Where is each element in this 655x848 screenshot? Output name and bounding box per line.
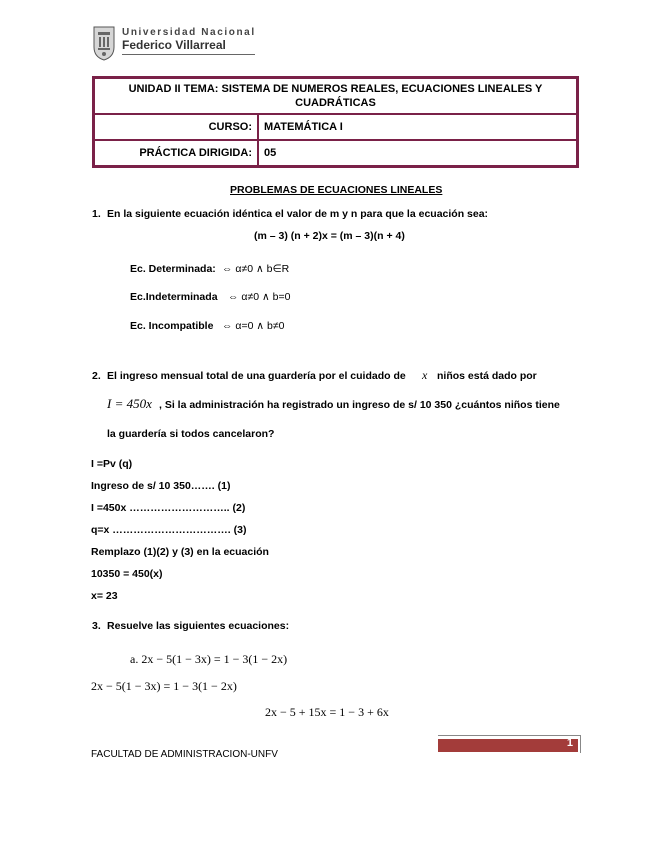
problem2-line2: , Si la administración ha registrado un ingreso de s/ 10 350 ¿cuántos niños tiene	[159, 399, 560, 411]
page-number-bar	[438, 739, 578, 752]
case-indeterminate-condition: ⇔ α≠0 ∧ b=0	[228, 291, 291, 303]
page-number: 1	[566, 737, 573, 749]
practice-value: 05	[258, 140, 577, 166]
work-line-1: I =Pv (q)	[91, 458, 133, 470]
university-crest-icon	[92, 23, 116, 61]
case-indeterminate-label: Ec.Indeterminada	[130, 291, 218, 303]
work-line-4: q=x ……………………………. (3)	[91, 524, 247, 536]
course-label: CURSO:	[94, 114, 258, 140]
problem2-formula: I = 450x	[107, 396, 152, 411]
problem3-item-a: a. 2x − 5(1 − 3x) = 1 − 3(1 − 2x)	[130, 652, 288, 666]
logo-divider	[122, 54, 255, 55]
page-box-top-border	[438, 735, 581, 736]
problem2-number: 2.	[92, 370, 101, 382]
footer-faculty: FACULTAD DE ADMINISTRACION-UNFV	[91, 749, 278, 760]
university-name-line2: Federico Villarreal	[122, 38, 226, 52]
case-incompatible-condition: ⇔ α=0 ∧ b≠0	[222, 320, 285, 332]
university-logo	[92, 23, 262, 63]
problem3-text: Resuelve las siguientes ecuaciones:	[107, 620, 290, 632]
problem2-line3: la guardería si todos cancelaron?	[107, 428, 275, 440]
case-incompatible-label: Ec. Incompatible	[130, 320, 214, 332]
case-determined-label: Ec. Determinada:	[130, 263, 216, 275]
problem2-line1b: niños está dado por	[437, 370, 537, 382]
problem1-text: En la siguiente ecuación idéntica el valor de m y n para que la ecuación sea:	[107, 208, 489, 220]
course-value: MATEMÁTICA I	[258, 114, 577, 140]
practice-label: PRÁCTICA DIRIGIDA:	[94, 140, 258, 166]
header-table	[92, 76, 579, 168]
problem3-number: 3.	[92, 620, 101, 632]
case-determined-condition: ⇔ α≠0 ∧ b∈R	[222, 263, 290, 275]
page-box-right-border	[580, 735, 581, 753]
work-line-7: x= 23	[91, 590, 118, 602]
problem2-var-x: x	[422, 368, 428, 382]
page-number-box	[438, 735, 581, 753]
work-line-2: Ingreso de s/ 10 350……. (1)	[91, 480, 231, 492]
problem1-equation: (m – 3) (n + 2)x = (m – 3)(n + 4)	[254, 230, 405, 242]
unit-title: UNIDAD II TEMA: SISTEMA DE NUMEROS REALES, ECUACIONES LINEALES Y CUADRÁTICAS	[94, 78, 577, 114]
problem3-step: 2x − 5 + 15x = 1 − 3 + 6x	[265, 705, 389, 719]
problem1-number: 1.	[92, 208, 101, 220]
problem3-equation: 2x − 5(1 − 3x) = 1 − 3(1 − 2x)	[91, 679, 237, 693]
problem2-line1a: El ingreso mensual total de una guardería por el cuidado de	[107, 370, 406, 382]
university-name-line1: Universidad Nacional	[122, 27, 256, 38]
work-line-5: Remplazo (1)(2) y (3) en la ecuación	[91, 546, 269, 558]
work-line-3: I =450x ……………………….. (2)	[91, 502, 246, 514]
section-title: PROBLEMAS DE ECUACIONES LINEALES	[230, 184, 443, 196]
work-line-6: 10350 = 450(x)	[91, 568, 163, 580]
